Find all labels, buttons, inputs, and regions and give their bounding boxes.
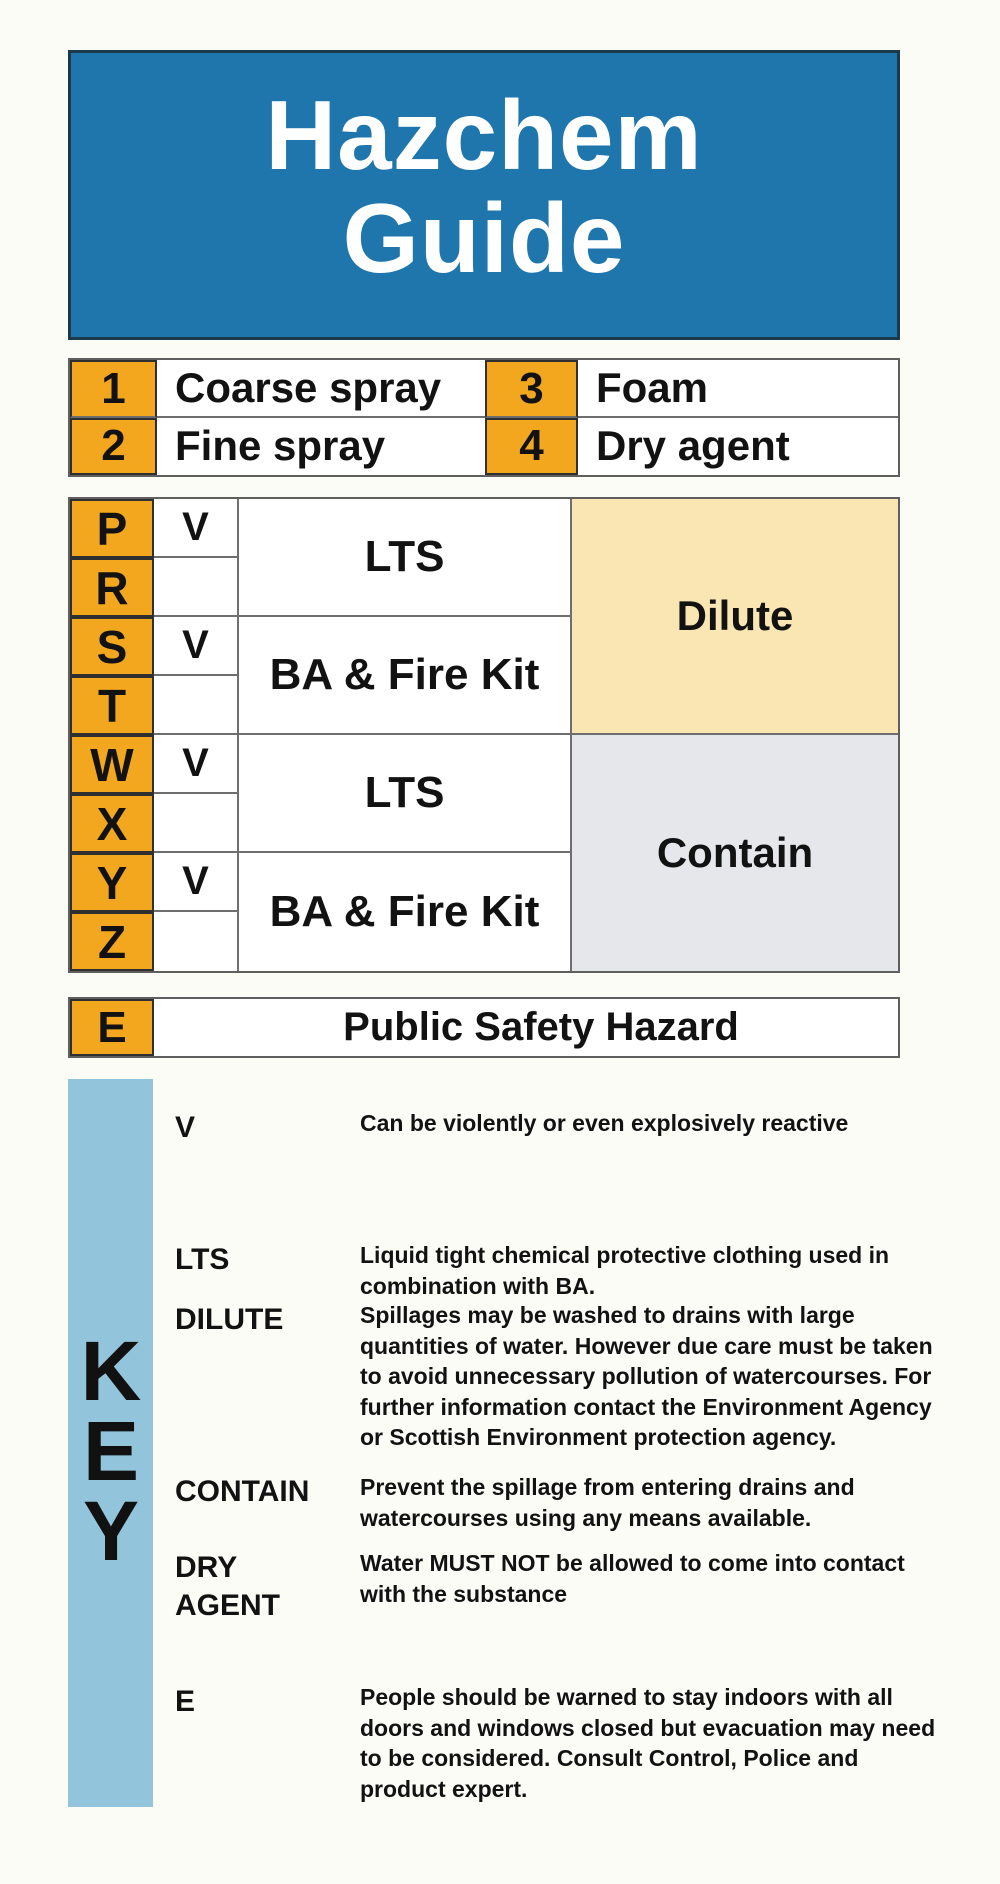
v-flag-x (154, 794, 239, 853)
letter-cell-e: E (70, 999, 154, 1056)
spray-methods-table (68, 358, 900, 477)
spray-label-foam: Foam (578, 360, 898, 418)
header-banner (68, 50, 900, 340)
key-desc-contain: Prevent the spillage from entering drains and watercourses using any means available. (360, 1474, 855, 1531)
letter-cell-t: T (70, 676, 154, 735)
spray-number-2: 2 (70, 418, 157, 476)
v-flag-r (154, 558, 239, 617)
v-flag-s: V (154, 617, 239, 676)
key-desc-dry-agent: Water MUST NOT be allowed to come into contact with the substance (360, 1550, 905, 1607)
v-flag-p: V (154, 499, 239, 558)
key-entry-dry-agent (175, 1548, 945, 1624)
kit-cell-lts-wx: LTS (239, 735, 572, 853)
public-safety-hazard-label: Public Safety Hazard (343, 1005, 739, 1049)
kit-cell-lts-pr: LTS (239, 499, 572, 617)
key-term-lts: LTS (175, 1243, 230, 1276)
v-flag-w: V (154, 735, 239, 794)
letter-cell-p: P (70, 499, 154, 558)
action-grid (68, 497, 900, 973)
key-title-letter-k: K (80, 1324, 142, 1418)
spray-label-fine-spray: Fine spray (175, 422, 386, 470)
key-entry-contain (175, 1472, 945, 1533)
key-title (56, 1324, 166, 1578)
spray-number-3: 3 (485, 360, 578, 418)
kit-cell-ba-fire-kit-st: BA & Fire Kit (239, 617, 572, 735)
letter-cell-z: Z (70, 912, 154, 971)
key-term-dry-agent: DRY AGENT (175, 1551, 280, 1622)
key-title-letter-e: E (82, 1403, 140, 1498)
key-desc-dilute: Spillages may be washed to drains with large quantities of water. However due care must be taken to avoid unnecessary pollution of watercourses. For further information contact the Environment Agency or Scottish Environment protection agency. (360, 1302, 933, 1451)
v-flag-z (154, 912, 239, 971)
kit-cell-ba-fire-kit-yz: BA & Fire Kit (239, 853, 572, 971)
key-entry-e (175, 1682, 945, 1804)
page-title-line1: Hazchem (265, 80, 703, 191)
spray-label-coarse-spray: Coarse spray (157, 360, 485, 418)
key-entry-dilute (175, 1300, 945, 1453)
letter-cell-r: R (70, 558, 154, 617)
v-flag-t (154, 676, 239, 735)
key-term-v: V (175, 1111, 196, 1144)
letter-cell-s: S (70, 617, 154, 676)
key-term-e: E (175, 1685, 196, 1718)
response-cell-dilute: Dilute (572, 499, 898, 735)
key-desc-e: People should be warned to stay indoors with all doors and windows closed but evacuation may need to be considered. Consult Control, Police and product expert. (360, 1684, 936, 1802)
key-desc-lts: Liquid tight chemical protective clothing used in combination with BA. (360, 1242, 890, 1299)
page-title-line2: Guide (342, 183, 626, 293)
spray-label-dry-agent: Dry agent (596, 422, 790, 470)
key-title-letter-y: Y (82, 1483, 140, 1578)
key-entry-v (175, 1108, 945, 1147)
spray-number-1: 1 (70, 360, 157, 418)
response-cell-contain: Contain (572, 735, 898, 971)
letter-cell-x: X (70, 794, 154, 853)
key-term-dilute: DILUTE (175, 1303, 284, 1336)
letter-cell-y: Y (70, 853, 154, 912)
key-term-contain: CONTAIN (175, 1475, 310, 1508)
v-flag-y: V (154, 853, 239, 912)
public-safety-hazard-row (68, 997, 900, 1058)
letter-cell-w: W (70, 735, 154, 794)
key-desc-v: Can be violently or even explosively reactive (360, 1110, 849, 1136)
spray-number-4: 4 (485, 418, 578, 476)
key-entry-lts (175, 1240, 945, 1301)
